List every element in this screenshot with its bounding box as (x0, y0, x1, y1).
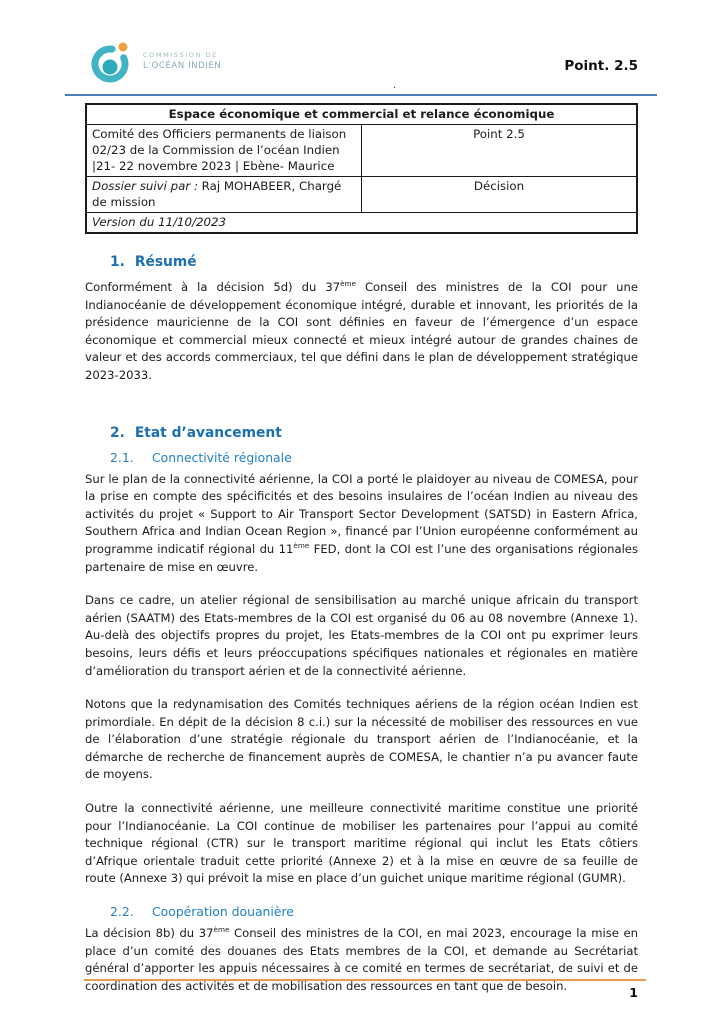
footer-divider-line (84, 979, 646, 981)
logo-org-line1: COMMISSION DE (143, 51, 218, 59)
coi-logo (88, 38, 640, 90)
dossier-cell: Dossier suivi par : Raj MOHABEER, Chargé de mission (86, 177, 362, 213)
subsection-title: Coopération douanière (152, 904, 294, 920)
subsection-number: 2.2. (110, 904, 134, 920)
agenda-point-label: Point. 2.5 (564, 58, 638, 74)
body-paragraph: Dans ce cadre, un atelier régional de sensibilisation au marché unique africain du transport aérien (SAATM) des Etats-membres de la COI est organisé du 06 au 08 novembre (Annexe 1). Au-delà des objectifs propres du projet, les Etats-membres de la COI ont pu exprimer leurs besoins, leurs défis et leurs préoccupations spécifiques nationales et régionales en matière d’amélioration du transport aérien et de la connectivité aérienne. (85, 593, 638, 678)
document-body (85, 254, 638, 995)
section-title: Résumé (134, 254, 197, 270)
subsection-heading (110, 450, 638, 465)
table-title-cell: Espace économique et commercial et relance économique (86, 104, 637, 125)
section-title: Etat d’avancement (134, 424, 282, 441)
table-row (86, 125, 637, 177)
section-heading (110, 425, 638, 441)
subsection-heading (110, 904, 638, 919)
version-cell: Version du 11/10/2023 (86, 213, 637, 234)
section-number: 2. (110, 424, 125, 441)
section-heading (110, 254, 638, 270)
body-paragraph: Sur le plan de la connectivité aérienne, la COI a porté le plaidoyer au niveau de COMESA, pour la prise en compte des spécificités et des besoins insulaires de l’océan Indien au niveau des activités du projet « Support to Air Transport Sector Development (SATSD) in Eastern Africa, Southern Africa and Indian Ocean Region », financé par l’Union européenne conformément au programme indicatif régional du 11ème FED, dont la COI est l’une des organisations régionales partenaire de mise en œuvre. (85, 471, 638, 574)
page-number: 1 (629, 985, 638, 1000)
coi-logo-icon (88, 38, 134, 90)
section-number: 1. (110, 254, 125, 270)
committee-cell: Comité des Officiers permanents de liaison 02/23 de la Commission de l’océan Indien |21- 22 novembre 2023 | Ebène- Maurice (86, 125, 362, 177)
header-divider-line (65, 94, 657, 96)
point-cell: Point 2.5 (362, 125, 638, 177)
table-row (86, 177, 637, 213)
decision-cell: Décision (362, 177, 638, 213)
body-paragraph: Outre la connectivité aérienne, une meilleure connectivité maritime constitue une priorité pour l’Indianocéanie. La COI continue de mobiliser les partenaires pour l’appui au comité technique régional (CTR) sur le transport maritime régional qui inclut les Etats côtiers d’Afrique orientale traduit cette priorité (Annexe 2) et à la mise en œuvre de sa feuille de route (Annexe 3) qui prévoit la mise en place d’un guichet unique maritime régional (GUMR). (85, 801, 638, 886)
body-paragraph: Notons que la redynamisation des Comités techniques aériens de la région océan Indien est primordiale. En dépit de la décision 8 c.i.) sur la nécessité de mobiliser des ressources en vue de l’élaboration d’une stratégie régionale du transport aérien de l’Indianocéanie, et la démarche de recherche de financement auprès de COMESA, le chantier n’a pu avancer faute de moyens. (85, 697, 638, 782)
logo-org-line2: L’OCÉAN INDIEN (143, 61, 222, 71)
subsection-number: 2.1. (110, 449, 134, 465)
table-row (86, 104, 637, 125)
stray-mark: . (393, 80, 397, 91)
info-table (85, 103, 638, 234)
body-paragraph: La décision 8b) du 37ème Conseil des ministres de la COI, en mai 2023, encourage la mise en place d’un comité des douanes des Etats membres de la COI, et demande au Secrétariat général d’apporter les appuis nécessaires à ce comité en termes de secrétariat, de suivi et de coordination des activités et de mobilisation des ressources en tant que de besoin. (85, 925, 638, 993)
subsection-title: Connectivité régionale (152, 449, 292, 465)
coi-logo-text (143, 38, 221, 71)
table-row (86, 213, 637, 234)
body-paragraph: Conformément à la décision 5d) du 37ème Conseil des ministres de la COI pour une Indianocéanie de développement économique intégré, durable et innovant, les priorités de la présidence mauricienne de la COI sont définies en faveur de l’émergence d’un espace économique et commercial mieux connecté et mieux intégré autour de grandes chaines de valeur et des accords commerciaux, tel que défini dans le plan de développement stratégique 2023-2033. (85, 279, 638, 382)
page-header (0, 0, 724, 94)
